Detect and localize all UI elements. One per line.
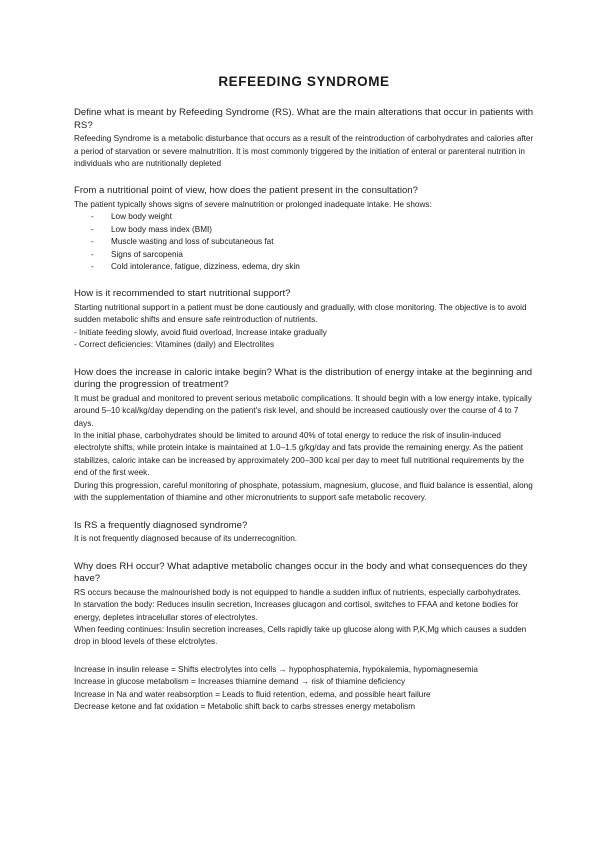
section-caloric-intake xyxy=(74,367,534,505)
page-title: REFEEDING SYNDROME xyxy=(218,74,390,89)
question-heading: Is RS a frequently diagnosed syndrome? xyxy=(74,519,248,531)
answer-paragraph: - Initiate feeding slowly, avoid fluid overload, Increase intake gradually xyxy=(74,327,327,337)
answer-paragraph: It must be gradual and monitored to prevent serious metabolic complications. It should begin with a low energy intake, typically around 5–10 kcal/kg/day depending on the patient's risk level, and should be increased cautiously over the course of 4 to 7 days. xyxy=(74,393,532,428)
answer-paragraph: - Correct deficiencies: Vitamines (daily) and Electrolites xyxy=(74,340,275,350)
document-page xyxy=(74,74,534,728)
answer-paragraph: It is not frequently diagnosed because of its underrecognition. xyxy=(74,534,298,544)
list-item: - Cold intolerance, fatigue, dizziness, edema, dry skin xyxy=(74,261,534,273)
answer-paragraph: Starting nutritional support in a patient must be done cautiously and gradually, with close monitoring. The objective is to avoid sudden metabolic shifts and ensure safe reintroduction of nutrients. xyxy=(74,303,527,325)
effect-line: Increase in glucose metabolism = Increases thiamine demand → risk of thiamine deficiency xyxy=(74,677,406,687)
answer-paragraph: Refeeding Syndrome is a metabolic disturbance that occurs as a result of the reintroduction of carbohydrates and calories after a period of starvation or severe malnutrition. It is most commonly triggered by the initiation of enteral or parenteral nutrition in individuals who are nutritionally depleted xyxy=(74,134,534,168)
list-item: - Low body weight xyxy=(74,211,534,223)
list-item: - Muscle wasting and loss of subcutaneous fat xyxy=(74,236,534,248)
section-definition xyxy=(74,107,534,170)
symptom-list xyxy=(74,211,534,273)
question-heading: Why does RH occur? What adaptive metabolic changes occur in the body and what consequences do they have? xyxy=(74,560,528,585)
effect-line: Increase in Na and water reabsorption = Leads to fluid retention, edema, and possible heart failure xyxy=(74,689,431,699)
effect-line: Increase in insulin release = Shifts electrolytes into cells → hypophosphatemia, hypokalemia, hypomagnesemia xyxy=(74,664,478,674)
question-heading: How does the increase in caloric intake begin? What is the distribution of energy intake at the beginning and during the progression of treatment? xyxy=(74,366,533,391)
question-heading: How is it recommended to start nutritional support? xyxy=(74,288,291,300)
section-presentation xyxy=(74,185,534,273)
effect-line: Decrease ketone and fat oxidation = Metabolic shift back to carbs stresses energy metabolism xyxy=(74,701,416,711)
section-nutritional-support xyxy=(74,288,534,351)
answer-paragraph: RS occurs because the malnourished body is not equipped to handle a sudden influx of nutrients, especially carbohydrates. xyxy=(74,587,521,597)
question-heading: From a nutritional point of view, how does the patient present in the consultation? xyxy=(74,185,418,197)
section-mechanism xyxy=(74,561,534,649)
list-item: - Signs of sarcopenia xyxy=(74,249,534,261)
section-metabolic-effects xyxy=(74,664,534,714)
answer-paragraph: When feeding continues: Insulin secretion increases, Cells rapidly take up glucose along with P,K,Mg which causes a sudden drop in blood levels of these elctrolytes. xyxy=(74,624,527,647)
answer-paragraph: In starvation the body: Reduces insulin secretion, Increases glucagon and cortisol, switches to FFAA and ketone bodies for energy, depletes intracelullar stores of electrolytes. xyxy=(74,600,519,622)
answer-paragraph: In the initial phase, carbohydrates should be limited to around 40% of total energy to reduce the risk of insulin-induced electrolyte shifts, while protein intake is maintained at 1.0–1.5 g/kg/day and fats provide the remaining energy. As the patient stabilizes, caloric intake can be increased by approximately 200–300 kcal per day to meet full nutritional requirements by the end of the first week. xyxy=(74,431,525,478)
answer-intro: The patient typically shows signs of severe malnutrition or prolonged inadequate intake. He shows: xyxy=(74,200,432,209)
section-diagnosis xyxy=(74,520,534,546)
question-heading: Define what is meant by Refeeding Syndrome (RS). What are the main alterations that occur in patients with RS? xyxy=(74,107,534,131)
answer-paragraph: During this progression, careful monitoring of phosphate, potassium, magnesium, glucose, and fluid balance is essential, along with the supplementation of thiamine and other micronutrients to support safe metabolic recovery. xyxy=(74,480,533,503)
list-item: - Low body mass index (BMI) xyxy=(74,224,534,236)
